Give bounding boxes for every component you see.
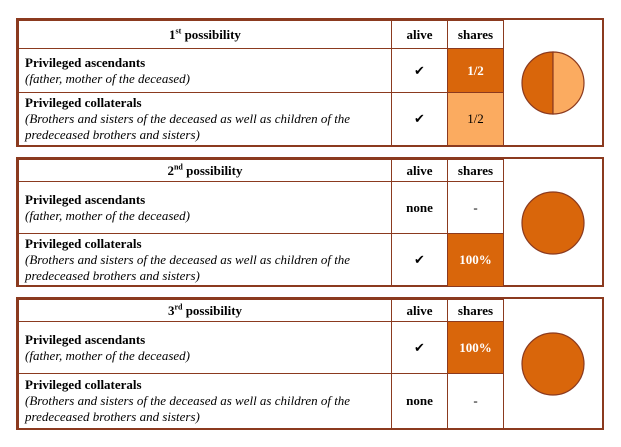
heir-description	[19, 234, 392, 287]
pie-chart	[519, 189, 587, 257]
pie-slice-ascendants	[522, 333, 584, 395]
heir-subtitle: (Brothers and sisters of the deceased as well as children of the predeceased brothers and sisters)	[25, 252, 351, 283]
shares-header: shares	[448, 21, 504, 49]
alive-value: ✔	[392, 234, 448, 287]
heir-title: Privileged collaterals	[25, 236, 142, 251]
heir-description	[19, 49, 392, 93]
heir-title: Privileged ascendants	[25, 331, 146, 347]
alive-value: none	[392, 374, 448, 429]
heir-description	[19, 182, 392, 234]
possibility-title: 3rd possibility	[19, 300, 392, 322]
pie-chart-cell	[504, 300, 603, 429]
heir-description	[19, 322, 392, 374]
possibility-title: 1st possibility	[19, 21, 392, 49]
alive-header: alive	[392, 300, 448, 322]
heir-subtitle: (father, mother of the deceased)	[25, 207, 190, 223]
pie-chart	[519, 330, 587, 398]
possibility-3-table	[16, 297, 604, 430]
heir-description	[19, 93, 392, 146]
heir-title: Privileged collaterals	[25, 377, 142, 392]
alive-value: none	[392, 182, 448, 234]
share-value: 1/2	[448, 93, 504, 146]
heir-subtitle: (father, mother of the deceased)	[25, 70, 190, 86]
shares-header: shares	[448, 300, 504, 322]
heir-subtitle: (Brothers and sisters of the deceased as well as children of the predeceased brothers and sisters)	[25, 393, 351, 424]
heir-title: Privileged ascendants	[25, 191, 146, 207]
share-value: 100%	[448, 234, 504, 287]
share-value: -	[448, 374, 504, 429]
alive-header: alive	[392, 21, 448, 49]
share-value: 100%	[448, 322, 504, 374]
possibility-title: 2nd possibility	[19, 160, 392, 182]
heir-subtitle: (Brothers and sisters of the deceased as well as children of the predeceased brothers and sisters)	[25, 111, 351, 142]
possibility-2-table	[16, 157, 604, 287]
alive-header: alive	[392, 160, 448, 182]
heir-description	[19, 374, 392, 429]
possibility-1-table	[16, 18, 604, 147]
pie-chart	[519, 49, 587, 117]
alive-value: ✔	[392, 322, 448, 374]
heir-subtitle: (father, mother of the deceased)	[25, 347, 190, 363]
pie-slice-ascendants	[522, 52, 553, 114]
pie-slice-collaterals	[553, 52, 584, 114]
pie-slice-collaterals	[522, 192, 584, 254]
shares-header: shares	[448, 160, 504, 182]
heir-title: Privileged ascendants	[25, 54, 146, 70]
share-value: 1/2	[448, 49, 504, 93]
share-value: -	[448, 182, 504, 234]
pie-chart-cell	[504, 21, 603, 146]
alive-value: ✔	[392, 49, 448, 93]
pie-chart-cell	[504, 160, 603, 287]
heir-title: Privileged collaterals	[25, 95, 142, 110]
alive-value: ✔	[392, 93, 448, 146]
